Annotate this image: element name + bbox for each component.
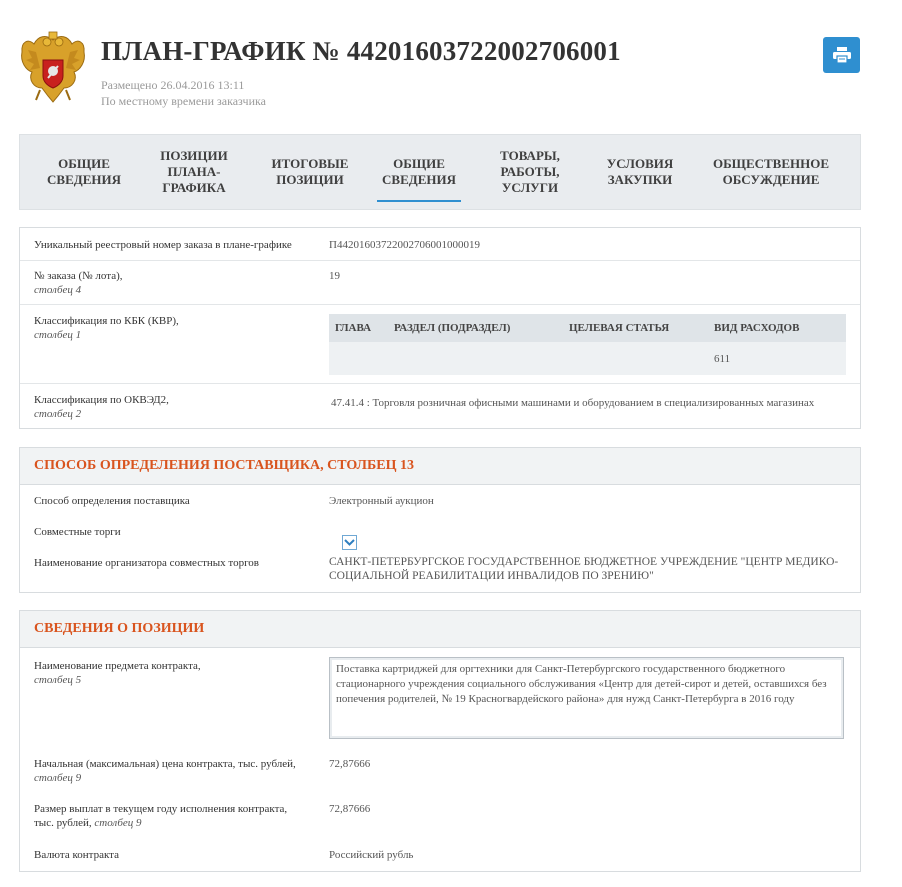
kbk-header-target: ЦЕЛЕВАЯ СТАТЬЯ [569, 322, 670, 334]
tab-bar [19, 134, 861, 210]
kbk-row [20, 304, 860, 384]
order-row [20, 260, 860, 305]
okved-row [20, 383, 860, 430]
position-panel [19, 610, 861, 872]
subject-textarea[interactable]: Поставка картриджей для оргтехники для Санкт-Петербургского государственного бюджетного стационарного учреждения социального обслуживания «Центр для детей-сирот и детей, оставшихся без попечения родителей, № 19 Красногвардейского района» для нужд Санкт-Петербурга в 2016 году [329, 657, 844, 739]
currency-label: Валюта контракта [34, 849, 119, 861]
registry-value: П44201603722002706001000019 [329, 239, 480, 251]
organizer-value: САНКТ-ПЕТЕРБУРГСКОЕ ГОСУДАРСТВЕННОЕ БЮДЖЕТНОЕ УЧРЕЖДЕНИЕ "ЦЕНТР МЕДИКО-СОЦИАЛЬНОЙ РЕАБИЛИТАЦИИ ИНВАЛИДОВ ПО ЗРЕНИЮ" [329, 556, 839, 582]
tab-goods-works-services[interactable]: ТОВАРЫ, РАБОТЫ, УСЛУГИ [500, 148, 560, 195]
order-label: № заказа (№ лота), [34, 270, 123, 282]
payment-value: 72,87666 [329, 803, 371, 815]
currency-value: Российский рубль [329, 849, 414, 861]
page-title: ПЛАН-ГРАФИК № 44201603722002706001 [101, 36, 621, 66]
position-section-title: СВЕДЕНИЯ О ПОЗИЦИИ [34, 621, 205, 636]
supplier-section-title: СПОСОБ ОПРЕДЕЛЕНИЯ ПОСТАВЩИКА, СТОЛБЕЦ 13 [34, 458, 414, 473]
tab-purchase-terms[interactable]: УСЛОВИЯ ЗАКУПКИ [606, 156, 674, 187]
supplier-method-panel [19, 447, 861, 593]
order-column: столбец 4 [34, 284, 82, 296]
position-section-header [20, 611, 860, 648]
price-value: 72,87666 [329, 758, 371, 770]
method-label: Способ определения поставщика [34, 495, 190, 507]
kbk-table-header [329, 314, 846, 342]
okved-column: столбец 2 [34, 408, 82, 420]
timezone-note: По местному времени заказчика [101, 94, 266, 108]
kbk-header-expense: ВИД РАСХОДОВ [714, 322, 800, 334]
kbk-label: Классификация по КБК (КВР), [34, 315, 179, 327]
payment-column: столбец 9 [94, 817, 142, 829]
print-button[interactable] [823, 37, 860, 73]
tab-general-info-active[interactable]: ОБЩИЕ СВЕДЕНИЯ [377, 135, 461, 209]
kbk-column: столбец 1 [34, 329, 82, 341]
kbk-expense-value: 611 [714, 353, 731, 365]
posted-date: Размещено 26.04.2016 13:11 [101, 78, 245, 92]
kbk-table [329, 314, 846, 375]
coat-of-arms-emblem [18, 30, 88, 106]
method-value: Электронный аукцион [329, 495, 434, 507]
tab-plan-positions[interactable]: ПОЗИЦИИ ПЛАНА- ГРАФИКА [160, 148, 228, 195]
payment-label: Размер выплат в текущем году исполнения контракта, тыс. рублей, [34, 803, 288, 829]
checkmark-icon [344, 538, 355, 547]
kbk-header-chapter: ГЛАВА [335, 322, 372, 334]
tab-total-positions[interactable]: ИТОГОВЫЕ ПОЗИЦИИ [271, 156, 349, 187]
subject-label: Наименование предмета контракта, [34, 660, 201, 672]
registry-row [20, 228, 860, 260]
printer-icon [833, 47, 851, 63]
registry-label: Уникальный реестровый номер заказа в плане-графике [34, 239, 292, 251]
kbk-header-section: РАЗДЕЛ (ПОДРАЗДЕЛ) [394, 322, 511, 334]
order-value: 19 [329, 270, 340, 282]
subject-column: столбец 5 [34, 674, 82, 686]
organizer-label: Наименование организатора совместных торгов [34, 557, 260, 569]
supplier-section-header [20, 448, 860, 485]
joint-tenders-checkbox[interactable] [342, 535, 357, 550]
tab-general-info[interactable]: ОБЩИЕ СВЕДЕНИЯ [47, 156, 121, 187]
price-column: столбец 9 [34, 772, 82, 784]
general-info-panel [19, 227, 861, 429]
okved-label: Классификация по ОКВЭД2, [34, 394, 169, 406]
joint-tenders-label: Совместные торги [34, 526, 121, 538]
price-label: Начальная (максимальная) цена контракта, тыс. рублей, [34, 758, 296, 770]
okved-value: 47.41.4 : Торговля розничная офисными машинами и оборудованием в специализированных магазинах [331, 397, 815, 409]
tab-public-discussion[interactable]: ОБЩЕСТВЕННОЕ ОБСУЖДЕНИЕ [712, 156, 830, 187]
